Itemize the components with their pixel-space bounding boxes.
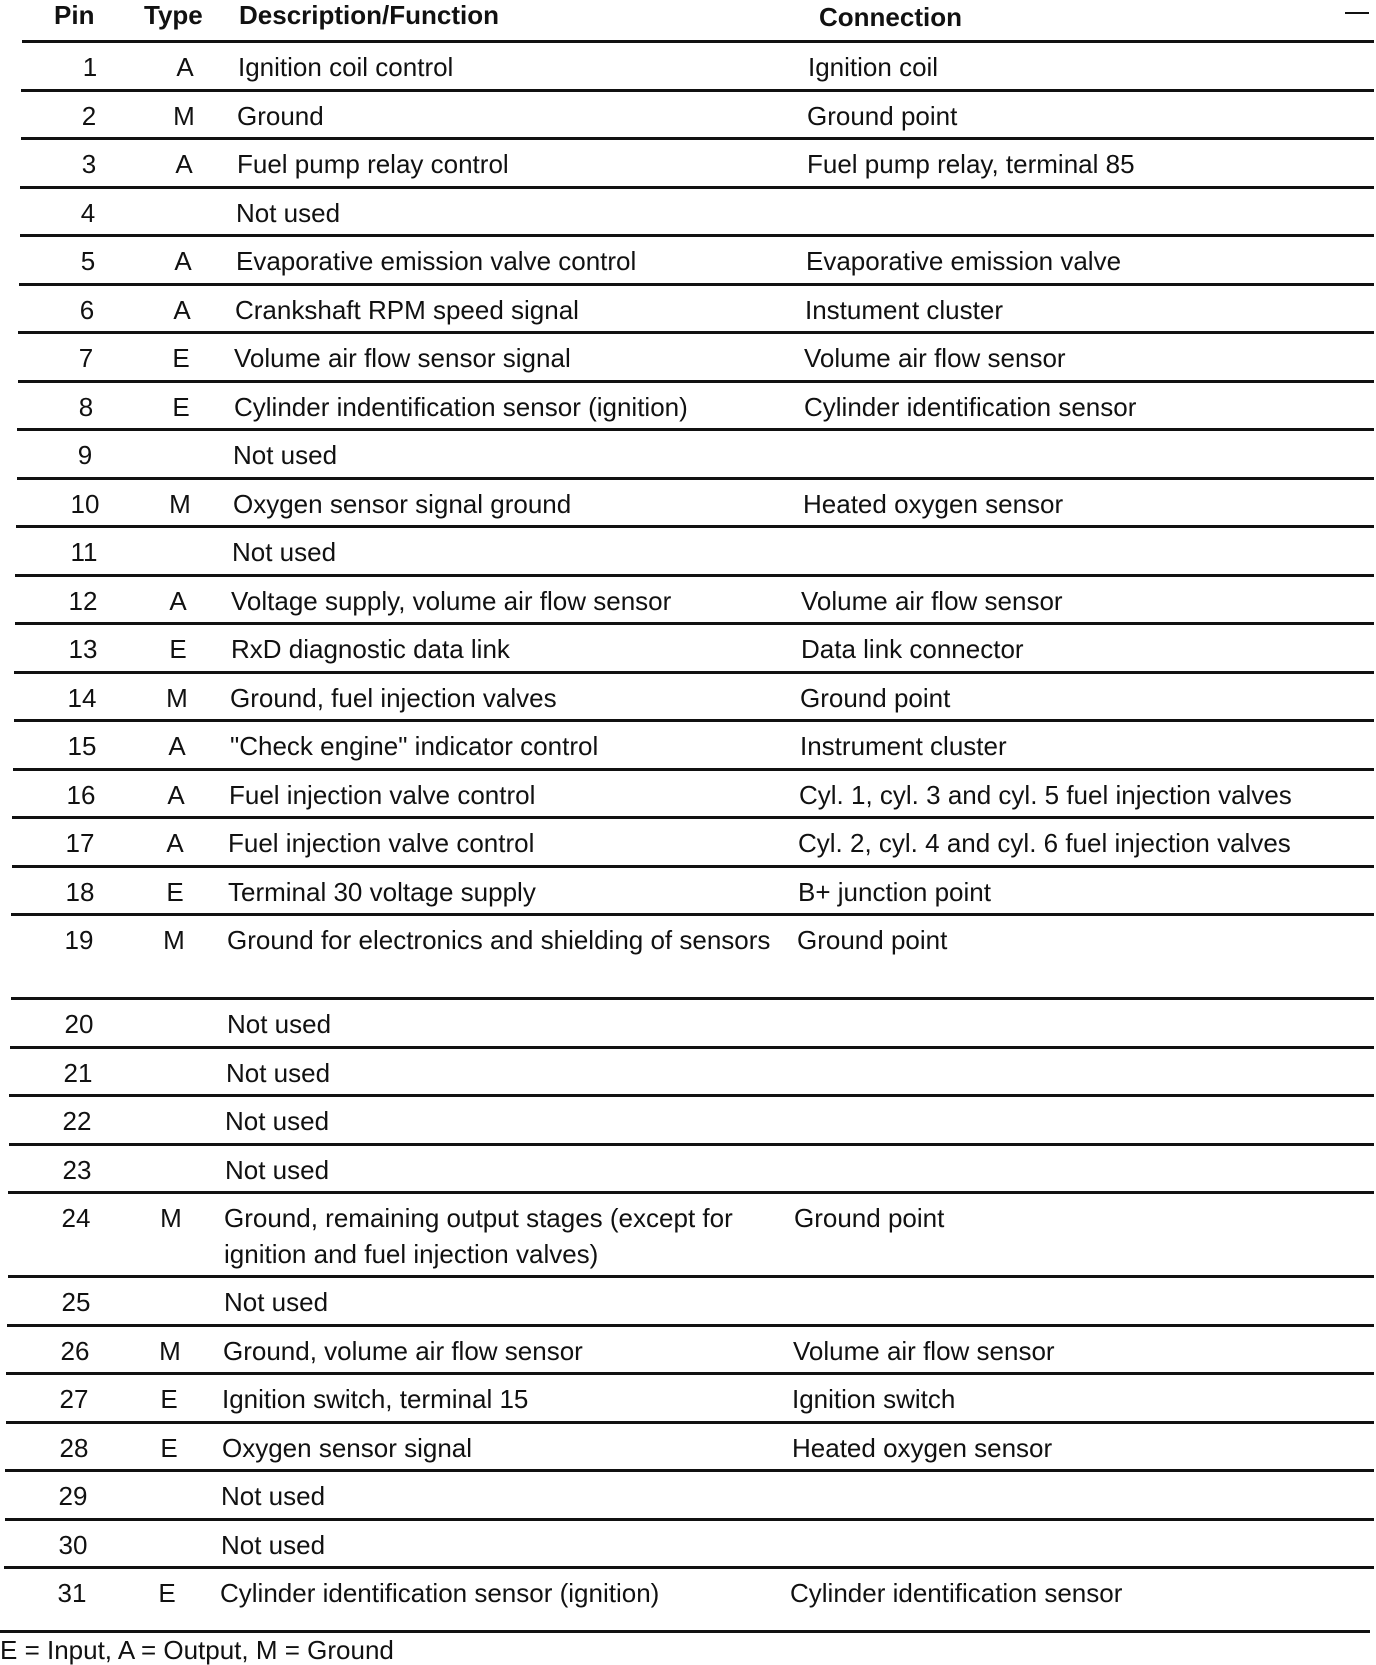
pin-description: Not used [225,1154,330,1185]
pin-connection: Ignition switch [792,1384,956,1414]
table-row [9,1094,1374,1143]
pin-number: 4 [80,197,96,228]
header-dash [1345,12,1369,14]
table-row [6,1372,1374,1421]
pin-number: 2 [81,100,97,131]
pin-number: 13 [68,634,98,664]
pin-description: Cylinder identification sensor (ignition) [220,1578,660,1608]
pin-connection: B+ junction point [798,876,991,907]
table-row [11,997,1374,1046]
pin-number: 18 [65,876,95,907]
pin-connection: Cyl. 1, cyl. 3 and cyl. 5 fuel injection valves [799,779,1292,810]
pin-type: A [167,779,185,810]
table-row [9,1143,1374,1192]
table-row [21,89,1374,138]
table-row [18,380,1374,429]
pin-description: Not used [224,1287,329,1317]
pin-type: A [168,731,186,761]
pin-number: 31 [57,1578,87,1608]
header-type: Type [144,0,203,30]
pin-type: E [158,1578,176,1608]
pin-number: 30 [58,1529,88,1560]
table-row [19,283,1374,332]
pin-type: A [169,585,187,616]
pin-description: Volume air flow sensor signal [234,343,571,373]
pin-description: Oxygen sensor signal ground [233,488,572,519]
pin-description: Voltage supply, volume air flow sensor [231,585,672,616]
pin-connection: Instument cluster [805,294,1003,325]
pin-number: 28 [59,1432,89,1463]
pin-description: Ground, fuel injection valves [230,682,557,713]
pin-type: M [173,100,195,131]
pin-number: 12 [68,585,98,616]
pin-description: Ground for electronics and shielding of sensors [227,925,771,955]
pin-number: 20 [64,1009,94,1039]
pin-type: A [173,294,191,325]
pin-connection: Cylinder identification sensor [804,391,1137,422]
type-legend: E = Input, A = Output, M = Ground [0,1635,394,1665]
pin-description: Ground [237,100,324,131]
pin-type: M [159,1335,181,1366]
pin-connection: Ground point [794,1203,945,1233]
table-row [10,1046,1374,1095]
pin-type: E [172,343,190,373]
pin-number: 5 [80,246,96,276]
pin-number: 26 [60,1335,90,1366]
pin-number: 16 [66,779,96,810]
table-row [7,1324,1374,1373]
pin-number: 27 [59,1384,89,1414]
pin-description: Not used [233,440,338,470]
table-row [8,1191,1374,1275]
table-row [16,525,1374,574]
pin-number: 14 [67,682,97,713]
table-row [12,816,1374,865]
pin-description: Ground, volume air flow sensor [223,1335,583,1366]
pin-description: Not used [221,1529,326,1560]
table-row [6,1421,1374,1470]
pin-type: E [166,876,184,907]
pin-connection: Volume air flow sensor [793,1335,1055,1366]
pin-description: Ignition coil control [238,52,454,82]
pin-description: Cylinder indentification sensor (ignition) [234,391,688,422]
pin-connection: Ground point [807,100,958,131]
pin-description: Fuel pump relay control [237,149,509,179]
table-row [4,1566,1374,1615]
pin-type: E [160,1432,178,1463]
table-row [17,477,1374,526]
pin-type: M [160,1203,182,1233]
pin-connection: Fuel pump relay, terminal 85 [807,149,1135,179]
pin-number: 9 [77,440,93,470]
pin-description: Not used [232,537,337,567]
table-row [22,40,1374,89]
pin-description: Not used [225,1106,330,1136]
pin-type: A [176,52,194,82]
table-row [20,234,1374,283]
pin-type: M [166,682,188,713]
pin-description: Crankshaft RPM speed signal [235,294,579,325]
pin-table [0,40,1376,1615]
pin-description: Not used [226,1057,331,1088]
pin-connection: Ground point [797,925,948,955]
table-row [11,913,1374,997]
pin-number: 23 [62,1154,92,1185]
table-row [14,719,1374,768]
pin-number: 1 [82,52,98,82]
pin-number: 19 [64,925,94,955]
pin-description: Not used [221,1481,326,1511]
pin-description: "Check engine" indicator control [230,731,599,761]
pin-connection: Volume air flow sensor [804,343,1066,373]
pin-number: 10 [70,488,100,519]
pin-number: 11 [70,537,98,567]
pin-connection: Instrument cluster [800,731,1007,761]
pin-number: 21 [63,1057,93,1088]
pin-description: Terminal 30 voltage supply [228,876,536,907]
pin-type: M [169,488,191,519]
pin-type: A [174,246,192,276]
table-row [18,331,1374,380]
header-pin: Pin [54,0,95,30]
pin-type: A [175,149,193,179]
pin-description: Oxygen sensor signal [222,1432,473,1463]
pin-connection: Ground point [800,682,951,713]
table-row [14,671,1374,720]
pin-type: A [166,828,184,858]
pin-description: Not used [227,1009,332,1039]
pin-description: Evaporative emission valve control [236,246,637,276]
pin-number: 3 [81,149,97,179]
table-row [13,768,1374,817]
table-row [5,1469,1374,1518]
table-row [20,186,1374,235]
table-bottom-rule [0,1630,1370,1633]
pin-number: 24 [61,1203,91,1233]
pin-description: Fuel injection valve control [228,828,535,858]
pin-description: Fuel injection valve control [229,779,536,810]
table-row [12,865,1374,914]
pin-number: 29 [58,1481,88,1511]
pin-number: 17 [65,828,95,858]
header-connection: Connection [819,2,962,32]
pin-description: Not used [236,197,341,228]
pin-connection: Evaporative emission valve [806,246,1122,276]
table-row [21,137,1374,186]
pin-number: 25 [61,1287,91,1317]
pin-description: RxD diagnostic data link [231,634,510,664]
pin-number: 7 [78,343,94,373]
pin-type: E [169,634,187,664]
table-row [8,1275,1374,1324]
pin-description: Ground, remaining output stages (except for ignition and fuel injection valves) [224,1203,733,1269]
pin-number: 15 [67,731,97,761]
pin-type: E [172,391,190,422]
pin-connection: Ignition coil [808,52,939,82]
table-row [15,574,1374,623]
pin-connection: Cyl. 2, cyl. 4 and cyl. 6 fuel injection valves [798,828,1291,858]
header-description: Description/Function [239,0,499,30]
pin-type: E [160,1384,178,1414]
table-row [17,428,1374,477]
pin-connection: Heated oxygen sensor [803,488,1064,519]
pin-connection: Volume air flow sensor [801,585,1063,616]
pin-number: 22 [62,1106,92,1136]
table-row [15,622,1374,671]
pin-number: 8 [78,391,94,422]
pin-number: 6 [79,294,95,325]
pin-description: Ignition switch, terminal 15 [222,1384,529,1414]
pin-connection: Heated oxygen sensor [792,1432,1053,1463]
pin-connection: Cylinder identification sensor [790,1578,1123,1608]
table-header [24,0,1376,40]
pin-type: M [163,925,185,955]
table-row [5,1518,1374,1567]
pin-connection: Data link connector [801,634,1024,664]
